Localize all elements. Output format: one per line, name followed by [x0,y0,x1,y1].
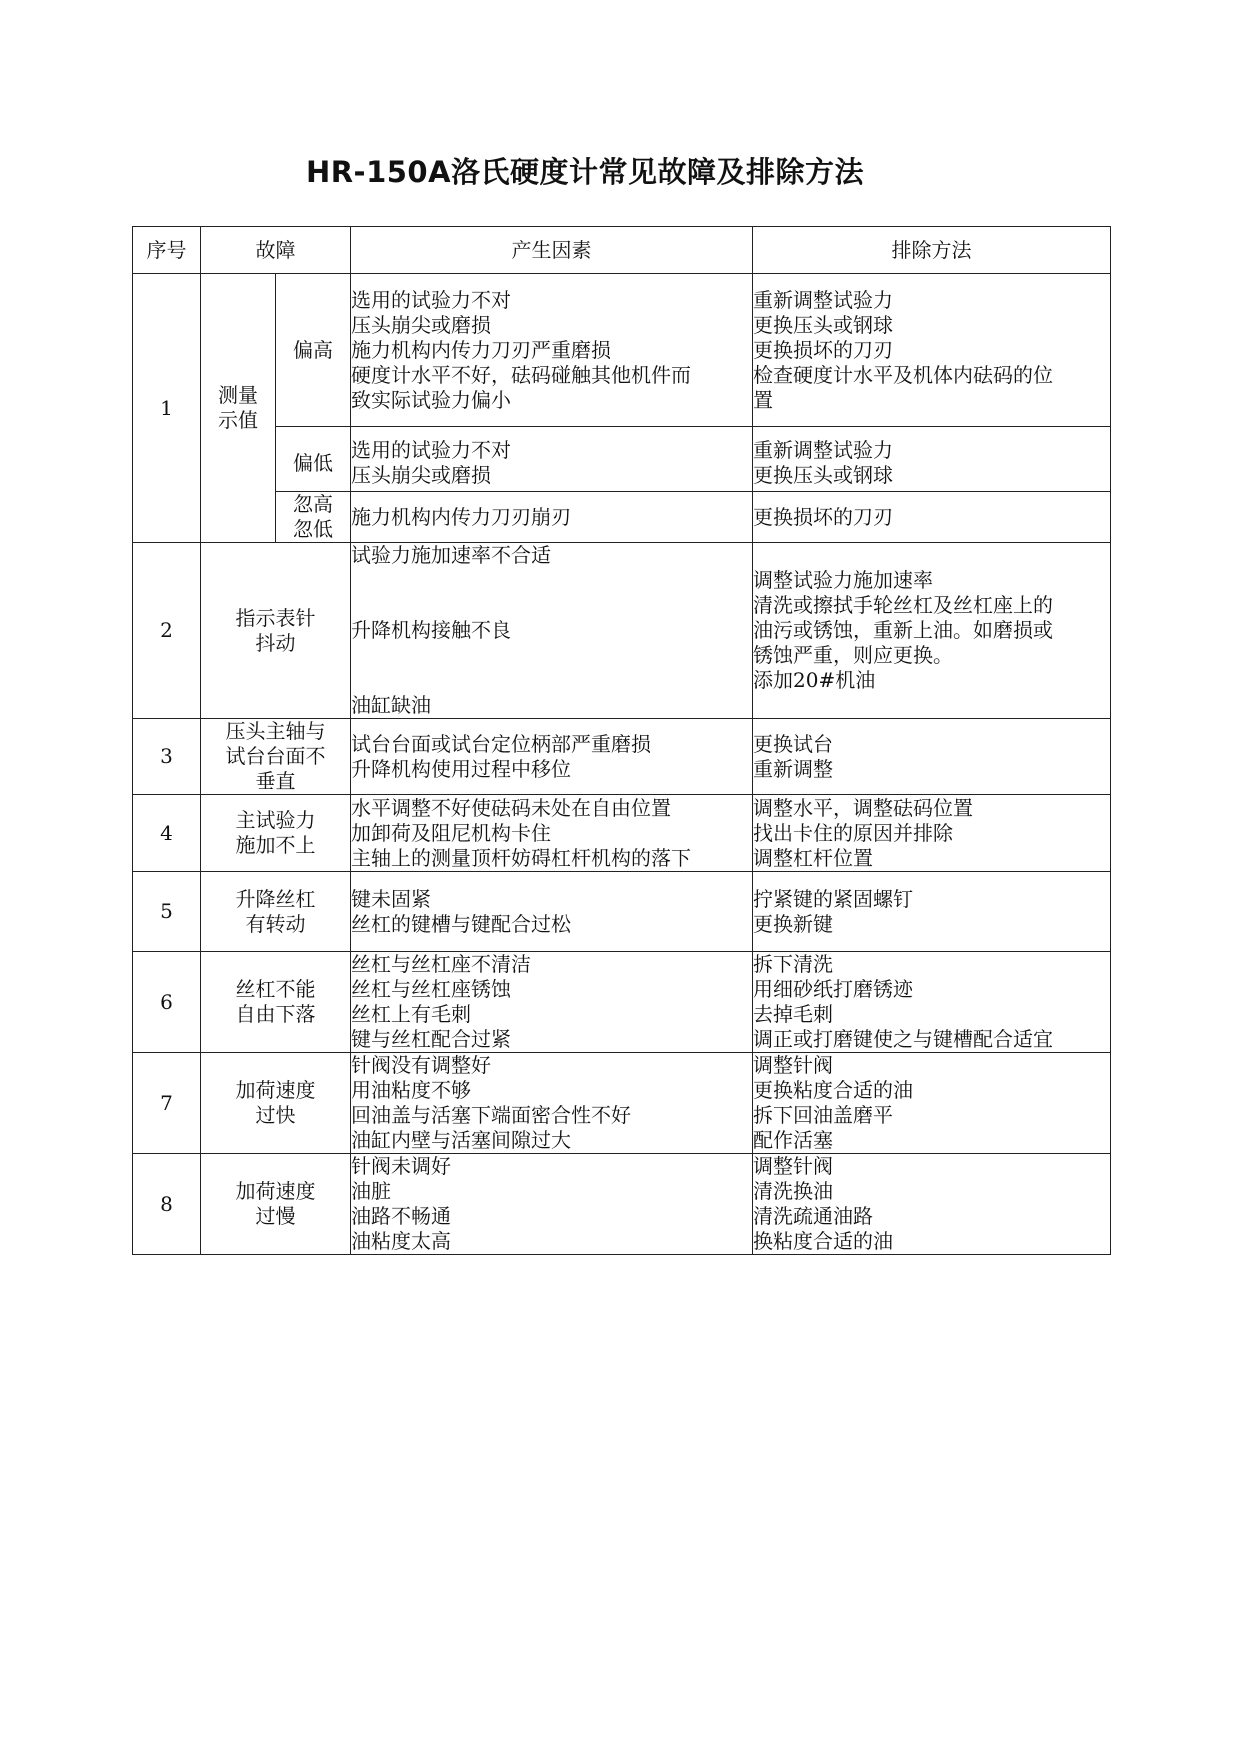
table-row [133,1053,1111,1154]
row-6-seq: 6 [133,952,201,1053]
row-1-sub-low: 偏低 [276,427,351,492]
row-3-fault: 压头主轴与 试台台面不 垂直 [201,719,351,795]
row-3-causes: 试台台面或试台定位柄部严重磨损 升降机构使用过程中移位 [351,719,753,795]
row-2-causes: 试验力施加速率不合适 升降机构接触不良 油缸缺油 [351,543,753,719]
row-1-sub-high-remedies: 重新调整试验力 更换压头或钢球 更换损坏的刀刃 检查硬度计水平及机体内砝码的位 置 [753,274,1111,427]
header-remedy: 排除方法 [753,227,1111,274]
row-3-remedies: 更换试台 重新调整 [753,719,1111,795]
row-6-causes: 丝杠与丝杠座不清洁 丝杠与丝杠座锈蚀 丝杠上有毛刺 键与丝杠配合过紧 [351,952,753,1053]
row-2-remedies: 调整试验力施加速率 清洗或擦拭手轮丝杠及丝杠座上的 油污或锈蚀，重新上油。如磨损或 锈蚀严重，则应更换。 添加20#机油 [753,543,1111,719]
row-1-sub-low-causes: 选用的试验力不对 压头崩尖或磨损 [351,427,753,492]
page-title: HR-150A洛氏硬度计常见故障及排除方法 [305,155,865,189]
row-1-fault [201,274,276,543]
row-1-sub-fluctuate: 忽高 忽低 [276,492,351,543]
row-5-fault: 升降丝杠 有转动 [201,872,351,952]
row-8-causes: 针阀未调好 油脏 油路不畅通 油粘度太高 [351,1154,753,1255]
row-4-fault: 主试验力 施加不上 [201,795,351,872]
row-8-seq: 8 [133,1154,201,1255]
row-1-sub-low-remedies: 重新调整试验力 更换压头或钢球 [753,427,1111,492]
row-7-remedies: 调整针阀 更换粘度合适的油 拆下回油盖磨平 配作活塞 [753,1053,1111,1154]
row-4-seq: 4 [133,795,201,872]
row-7-seq: 7 [133,1053,201,1154]
table-row [133,719,1111,795]
row-4-causes: 水平调整不好使砝码未处在自由位置 加卸荷及阻尼机构卡住 主轴上的测量顶杆妨碍杠杆机构的落下 [351,795,753,872]
header-cause: 产生因素 [351,227,753,274]
row-4-remedies: 调整水平，调整砝码位置 找出卡住的原因并排除 调整杠杆位置 [753,795,1111,872]
row-1-sub-fluctuate-causes: 施力机构内传力刀刃崩刃 [351,492,753,543]
row-1-sub-fluctuate-remedies: 更换损坏的刀刃 [753,492,1111,543]
row-7-causes: 针阀没有调整好 用油粘度不够 回油盖与活塞下端面密合性不好 油缸内壁与活塞间隙过大 [351,1053,753,1154]
row-7-fault: 加荷速度 过快 [201,1053,351,1154]
row-8-fault: 加荷速度 过慢 [201,1154,351,1255]
row-1-seq: 1 [133,274,201,543]
row-3-seq: 3 [133,719,201,795]
table-row [133,543,1111,719]
header-row [133,227,1111,274]
fault-line: 示值 [218,408,258,432]
table-row [133,274,1111,427]
table-row [133,1154,1111,1255]
table-row [133,952,1111,1053]
row-6-fault: 丝杠不能 自由下落 [201,952,351,1053]
header-seq: 序号 [133,227,201,274]
fault-line: 测量 [218,383,258,407]
header-fault: 故障 [201,227,351,274]
fault-table [132,226,1111,1255]
row-5-seq: 5 [133,872,201,952]
table-row [133,492,1111,543]
row-8-remedies: 调整针阀 清洗换油 清洗疏通油路 换粘度合适的油 [753,1154,1111,1255]
row-5-causes: 键未固紧 丝杠的键槽与键配合过松 [351,872,753,952]
row-5-remedies: 拧紧键的紧固螺钉 更换新键 [753,872,1111,952]
row-1-sub-high: 偏高 [276,274,351,427]
row-2-seq: 2 [133,543,201,719]
table-row [133,427,1111,492]
row-2-fault: 指示表针 抖动 [201,543,351,719]
row-6-remedies: 拆下清洗 用细砂纸打磨锈迹 去掉毛刺 调正或打磨键使之与键槽配合适宜 [753,952,1111,1053]
row-1-sub-high-causes: 选用的试验力不对 压头崩尖或磨损 施力机构内传力刀刃严重磨损 硬度计水平不好，砝码碰触其他机件而 致实际试验力偏小 [351,274,753,427]
table-row [133,795,1111,872]
table-row [133,872,1111,952]
